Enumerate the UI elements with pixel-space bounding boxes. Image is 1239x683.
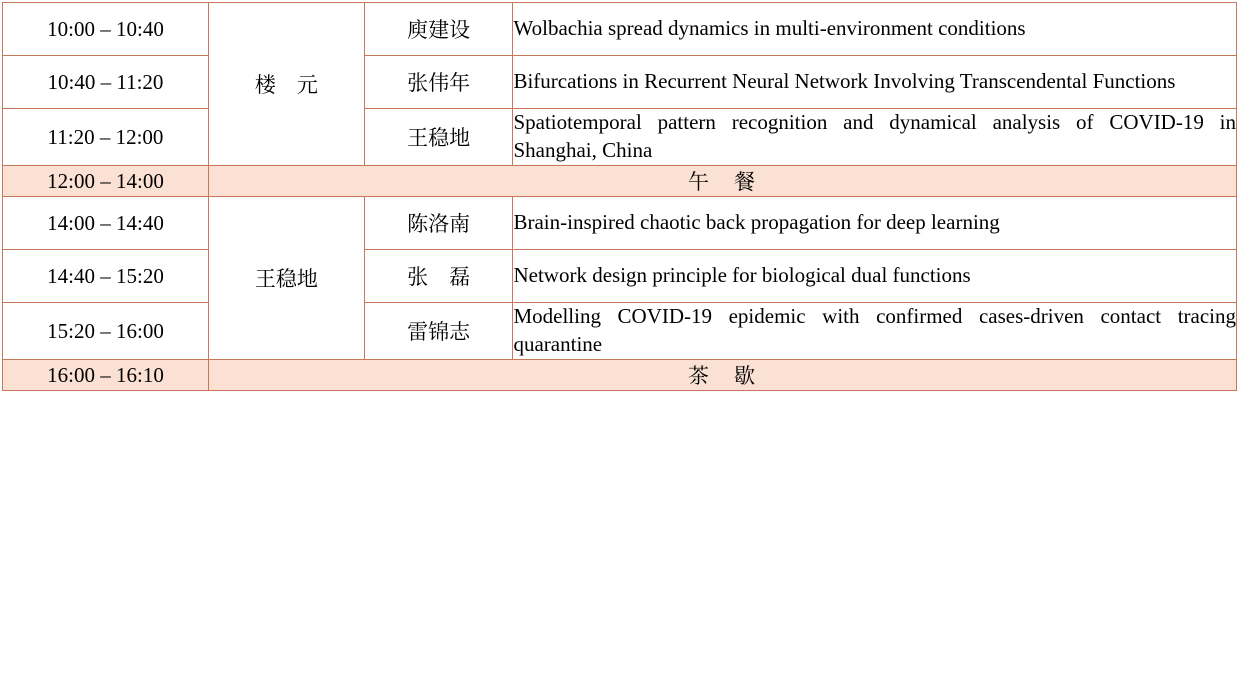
speaker-name: 庾建设 [364,3,513,56]
conference-schedule-table [2,2,1237,391]
table-row [3,3,1237,56]
session-time: 10:40 – 11:20 [3,56,209,109]
session-time: 11:20 – 12:00 [3,109,209,166]
table-row [3,249,1237,302]
break-label: 茶 歇 [209,359,1237,390]
table-row [3,109,1237,166]
table-row [3,56,1237,109]
table-row-break [3,359,1237,390]
table-row-break [3,165,1237,196]
talk-title: Bifurcations in Recurrent Neural Network Involving Transcendental Functions [513,56,1237,109]
break-time: 16:00 – 16:10 [3,359,209,390]
talk-title: Brain-inspired chaotic back propagation for deep learning [513,196,1237,249]
speaker-name: 王稳地 [364,109,513,166]
talk-title: Wolbachia spread dynamics in multi-environment conditions [513,3,1237,56]
table-row [3,196,1237,249]
session-time: 15:20 – 16:00 [3,302,209,359]
session-time: 14:40 – 15:20 [3,249,209,302]
table-row [3,302,1237,359]
break-label: 午 餐 [209,165,1237,196]
speaker-name: 张 磊 [364,249,513,302]
session-time: 14:00 – 14:40 [3,196,209,249]
speaker-name: 陈洛南 [364,196,513,249]
session-chair: 王稳地 [209,196,365,359]
schedule-container [0,2,1239,391]
schedule-body [3,3,1237,391]
break-time: 12:00 – 14:00 [3,165,209,196]
talk-title: Modelling COVID-19 epidemic with confirmed cases-driven contact tracing quarantine [513,302,1237,359]
session-chair: 楼 元 [209,3,365,166]
talk-title: Network design principle for biological dual functions [513,249,1237,302]
speaker-name: 雷锦志 [364,302,513,359]
session-time: 10:00 – 10:40 [3,3,209,56]
speaker-name: 张伟年 [364,56,513,109]
talk-title: Spatiotemporal pattern recognition and dynamical analysis of COVID-19 in Shanghai, China [513,109,1237,166]
